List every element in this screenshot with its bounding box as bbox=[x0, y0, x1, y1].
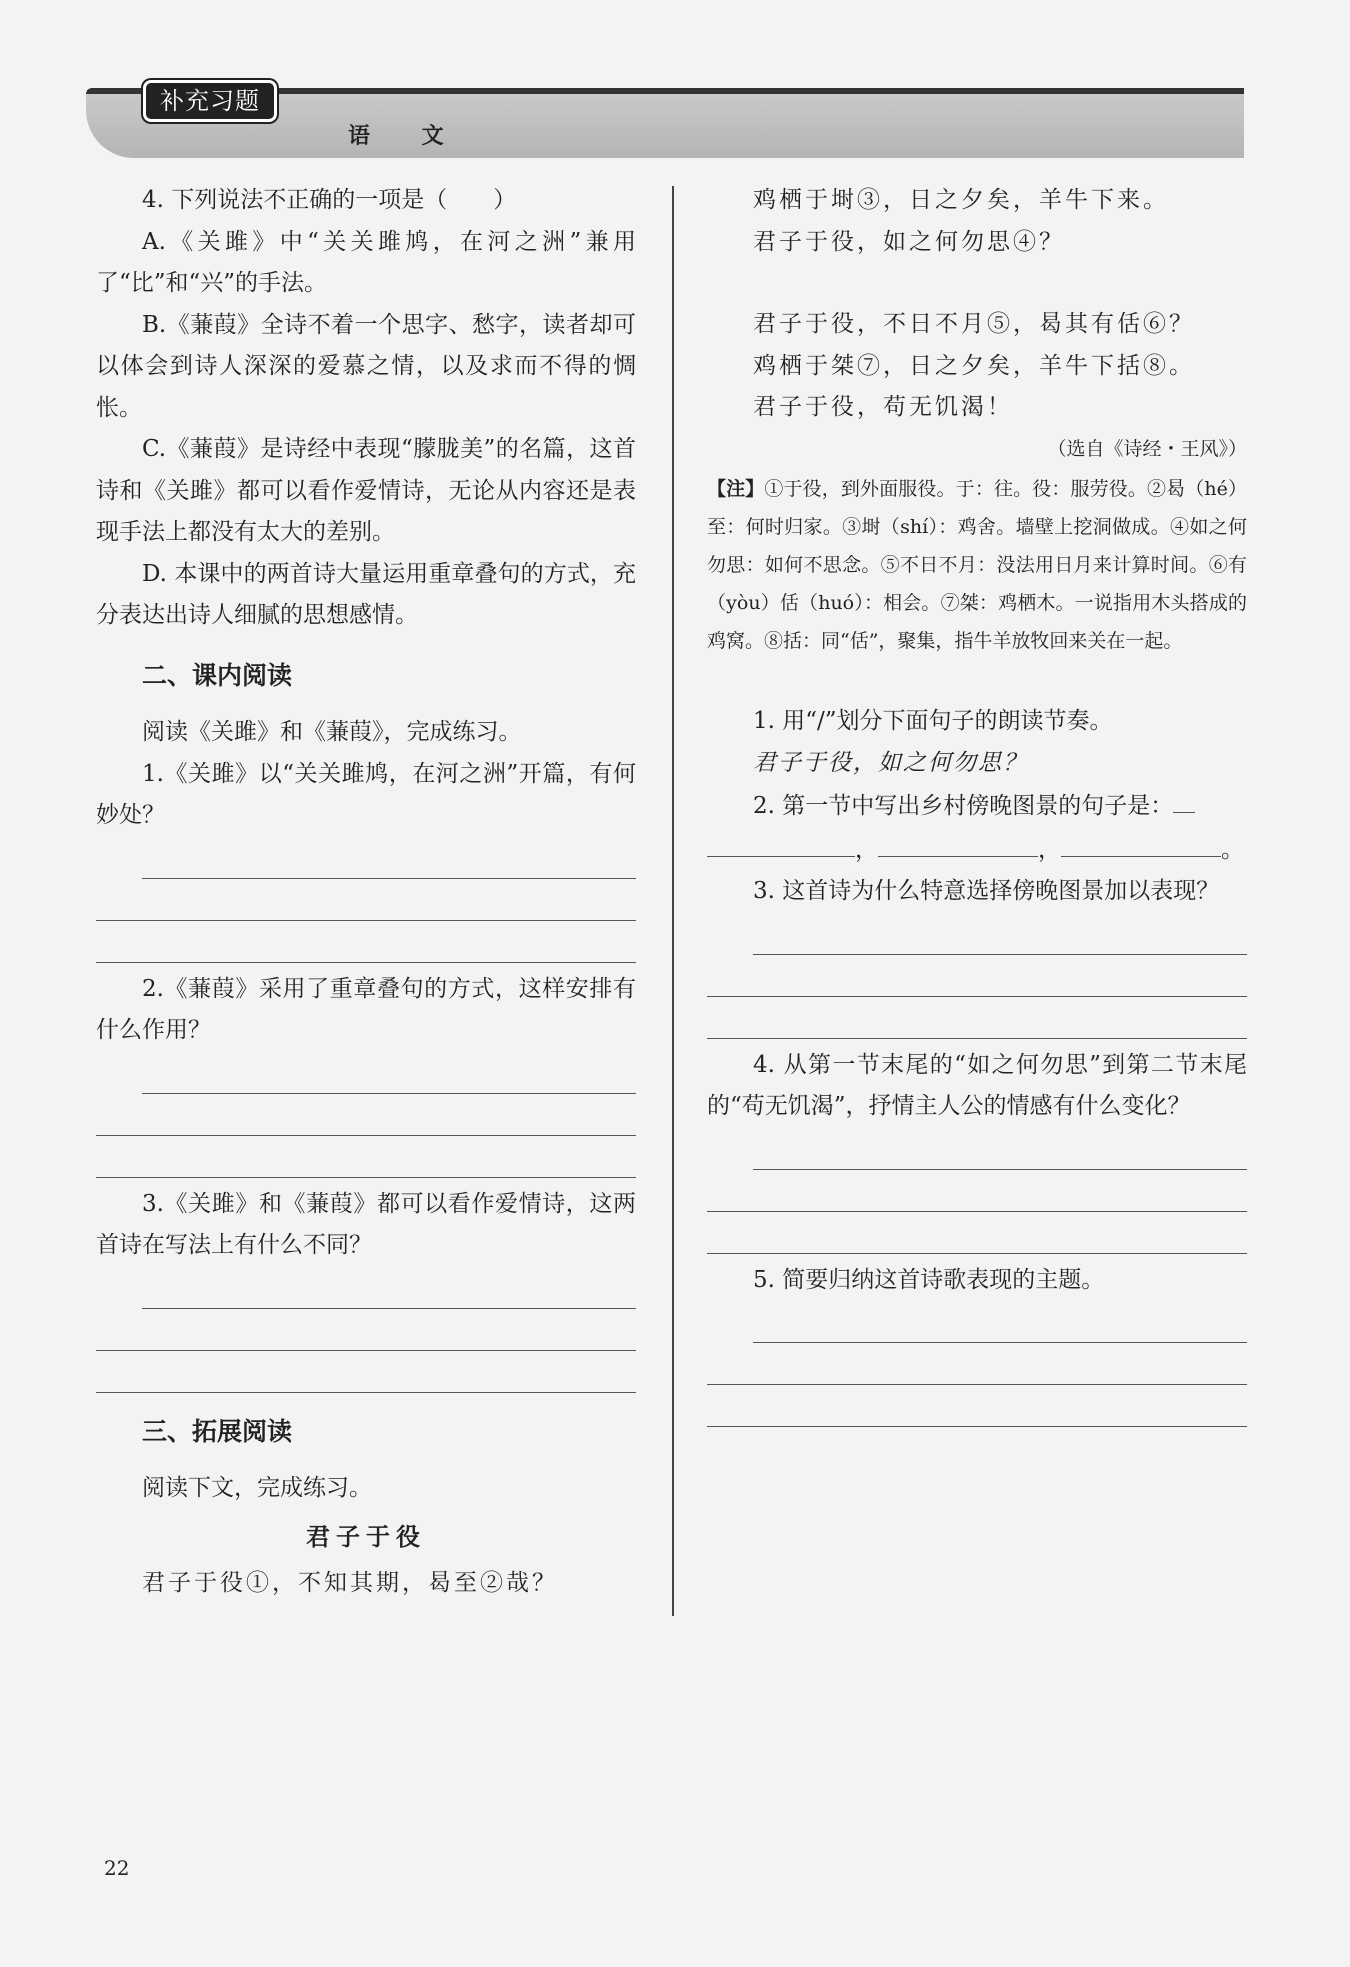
answer-line[interactable] bbox=[142, 837, 636, 879]
r-question-2-text: 2. 第一节中写出乡村傍晚图景的句子是： bbox=[753, 793, 1174, 819]
r-question-2 bbox=[707, 784, 1247, 828]
section3-title: 三、拓展阅读 bbox=[142, 1416, 293, 1446]
answer-line[interactable] bbox=[753, 1301, 1247, 1343]
answer-line[interactable] bbox=[142, 1052, 636, 1094]
header-tag: 补充习题 bbox=[143, 80, 277, 122]
right-column bbox=[707, 180, 1247, 1433]
answer-line[interactable] bbox=[707, 997, 1247, 1039]
q4-option-c: C.《蒹葭》是诗经中表现“朦胧美”的名篇，这首诗和《关雎》都可以看作爱情诗，无论从内容还是表现手法上都没有太大的差别。 bbox=[96, 436, 636, 545]
poem-line: 君子于役，如之何勿思④？ bbox=[753, 228, 1065, 255]
poem-notes bbox=[707, 470, 1247, 660]
poem-line: 君子于役①，不知其期，曷至②哉？ bbox=[142, 1570, 558, 1596]
poem-line: 鸡栖于埘③，日之夕矣，羊牛下来。 bbox=[753, 187, 1169, 213]
answer-line[interactable] bbox=[753, 1128, 1247, 1170]
section2-intro: 阅读《关雎》和《蒹葭》，完成练习。 bbox=[142, 719, 522, 745]
answer-line[interactable] bbox=[707, 1170, 1247, 1212]
poem-title: 君子于役 bbox=[306, 1521, 426, 1551]
answer-line[interactable] bbox=[142, 1267, 636, 1309]
note-text: ①于役，到外面服役。于：往。役：服劳役。②曷（hé）至：何时归家。③埘（shí）：鸡舍。墙壁上挖洞做成。④如之何勿思：如何不思念。⑤不日不月：没法用日月来计算时间。⑥有（yòu）佸（huó）：相会。⑦桀：鸡栖木。一说指用木头搭成的鸡窝。⑧括：同“佸”，聚集，指牛羊放牧回来关在一起。 bbox=[707, 478, 1247, 652]
answer-line[interactable] bbox=[707, 1385, 1247, 1427]
section2-title: 二、课内阅读 bbox=[142, 660, 293, 690]
fill-blank[interactable] bbox=[1173, 784, 1195, 813]
blank-end: 。 bbox=[1221, 836, 1244, 863]
fill-blank[interactable] bbox=[1061, 828, 1221, 857]
blank-separator: ， bbox=[1038, 836, 1061, 863]
q4-option-d: D. 本课中的两首诗大量运用重章叠句的方式，充分表达出诗人细腻的思想感情。 bbox=[96, 560, 636, 628]
r-question-4: 4. 从第一节末尾的“如之何勿思”到第二节末尾的“苟无饥渴”，抒情主人公的情感有什么变化？ bbox=[707, 1051, 1247, 1119]
s2-question-1: 1.《关雎》以“关关雎鸠，在河之洲”开篇，有何妙处？ bbox=[96, 760, 636, 828]
poem-line: 君子于役，不日不月⑤，曷其有佸⑥？ bbox=[753, 311, 1195, 337]
s2-question-3: 3.《关雎》和《蒹葭》都可以看作爱情诗，这两首诗在写法上有什么不同？ bbox=[96, 1190, 636, 1258]
column-divider bbox=[672, 186, 674, 1616]
answer-line[interactable] bbox=[707, 1212, 1247, 1254]
q4-stem: 4. 下列说法不正确的一项是（ ） bbox=[142, 187, 517, 213]
stanza-gap bbox=[707, 263, 1247, 304]
s2-answer-3 bbox=[96, 1267, 636, 1393]
answer-line[interactable] bbox=[96, 1351, 636, 1393]
left-column bbox=[96, 180, 636, 1605]
s2-question-2: 2.《蒹葭》采用了重章叠句的方式，这样安排有什么作用？ bbox=[96, 975, 636, 1043]
answer-line[interactable] bbox=[707, 955, 1247, 997]
answer-line[interactable] bbox=[753, 913, 1247, 955]
answer-line[interactable] bbox=[96, 1094, 636, 1136]
r-question-1-sentence: 君子于役，如之何勿思？ bbox=[753, 749, 1028, 776]
section3-intro: 阅读下文，完成练习。 bbox=[142, 1475, 372, 1501]
spacer bbox=[707, 660, 1247, 701]
q4-option-b: B.《蒹葭》全诗不着一个思字、愁字，读者却可以体会到诗人深深的爱慕之情，以及求而不得的惆怅。 bbox=[96, 311, 636, 421]
poem-line: 鸡栖于桀⑦，日之夕矣，羊牛下括⑧。 bbox=[753, 352, 1195, 379]
poem-source: （选自《诗经・王风》） bbox=[1047, 437, 1247, 460]
r-question-2-blanks bbox=[707, 828, 1247, 872]
r-answer-5 bbox=[707, 1301, 1247, 1427]
r-answer-4 bbox=[707, 1128, 1247, 1254]
r-answer-3 bbox=[707, 913, 1247, 1039]
q4-option-a: A.《关雎》中“关关雎鸠，在河之洲”兼用了“比”和“兴”的手法。 bbox=[96, 228, 636, 296]
r-question-3: 3. 这首诗为什么特意选择傍晚图景加以表现？ bbox=[753, 878, 1220, 904]
note-label: 【注】 bbox=[707, 478, 765, 500]
answer-line[interactable] bbox=[96, 1136, 636, 1178]
answer-line[interactable] bbox=[96, 879, 636, 921]
answer-line[interactable] bbox=[96, 1309, 636, 1351]
r-question-1: 1. 用“/”划分下面句子的朗读节奏。 bbox=[753, 708, 1113, 734]
s2-answer-2 bbox=[96, 1052, 636, 1178]
answer-line[interactable] bbox=[96, 921, 636, 963]
poem-line: 君子于役，苟无饥渴！ bbox=[753, 394, 1013, 420]
fill-blank[interactable] bbox=[878, 828, 1038, 857]
answer-line[interactable] bbox=[707, 1343, 1247, 1385]
fill-blank[interactable] bbox=[707, 828, 855, 857]
r-question-5: 5. 简要归纳这首诗歌表现的主题。 bbox=[753, 1266, 1105, 1293]
header-subject: 语 文 bbox=[348, 124, 466, 149]
page-number: 22 bbox=[104, 1856, 130, 1880]
s2-answer-1 bbox=[96, 837, 636, 963]
blank-separator: ， bbox=[855, 836, 878, 863]
